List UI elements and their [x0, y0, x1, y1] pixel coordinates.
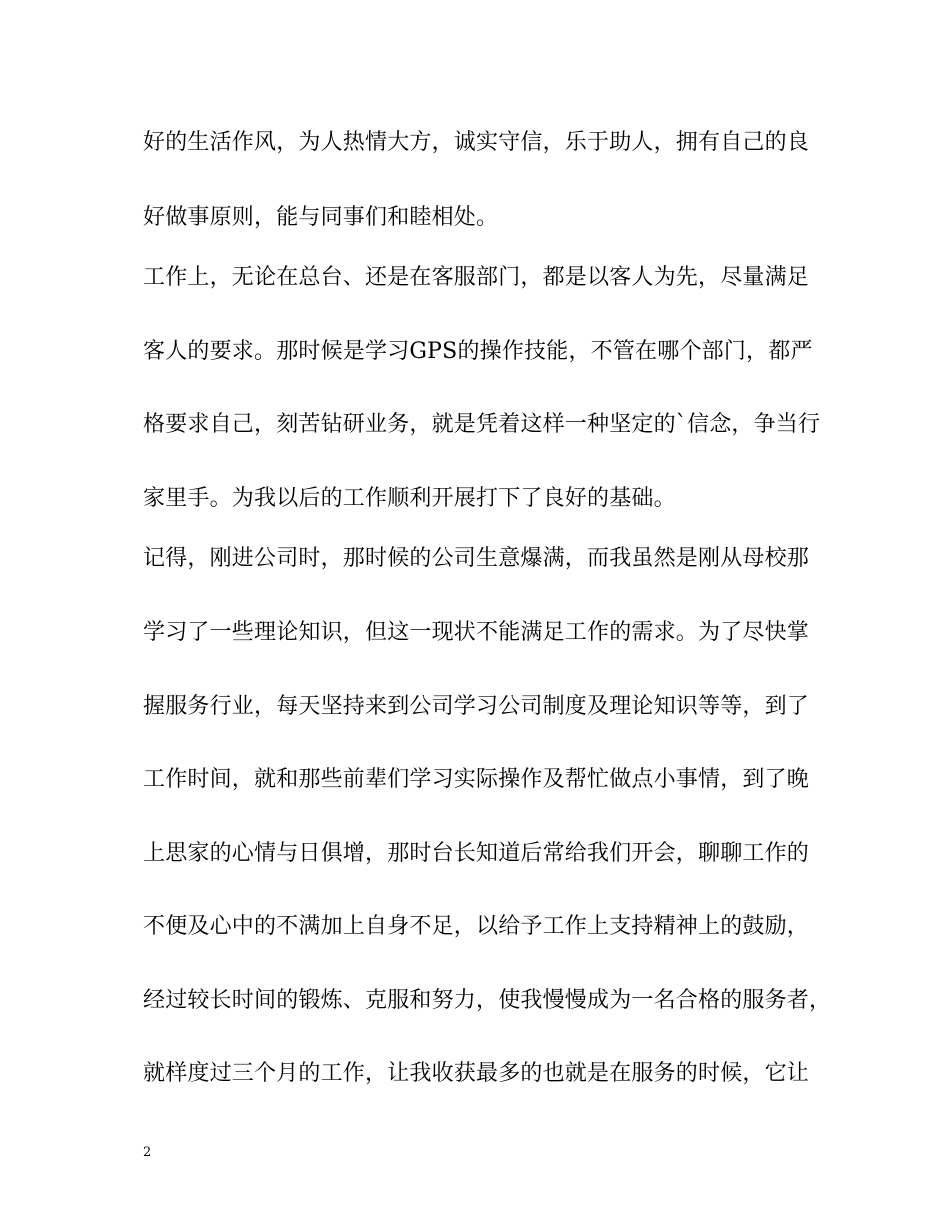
text-line: 工作时间，就和那些前辈们学习实际操作及帮忙做点小事情，到了晚: [143, 767, 810, 792]
text-line: 工作上，无论在总台、还是在客服部门，都是以客人为先，尽量满足: [143, 265, 810, 290]
text-line: 经过较长时间的锻炼、克服和努力，使我慢慢成为一名合格的服务者，: [143, 988, 832, 1013]
text-line: 好的生活作风，为人热情大方，诚实守信，乐于助人，拥有自己的良: [143, 130, 810, 155]
page-number: 2: [143, 1145, 152, 1160]
text-line: 客人的要求。那时候是学习GPS的操作技能，不管在哪个部门，都严: [143, 339, 813, 364]
text-line: 家里手。为我以后的工作顺利开展打下了良好的基础。: [143, 486, 676, 511]
text-line: 好做事原则，能与同事们和睦相处。: [143, 205, 499, 230]
text-line: 就样度过三个月的工作，让我收获最多的也就是在服务的时候，它让: [143, 1061, 810, 1086]
text-line: 握服务行业，每天坚持来到公司学习公司制度及理论知识等等，到了: [143, 694, 810, 719]
text-line: 上思家的心情与日俱增，那时台长知道后常给我们开会，聊聊工作的: [143, 841, 810, 866]
text-line: 学习了一些理论知识，但这一现状不能满足工作的需求。为了尽快掌: [143, 620, 810, 645]
text-line: 记得，刚进公司时，那时候的公司生意爆满，而我虽然是刚从母校那: [143, 546, 810, 571]
text-line: 不便及心中的不满加上自身不足，以给予工作上支持精神上的鼓励，: [143, 914, 810, 939]
text-line: 格要求自己，刻苦钻研业务，就是凭着这样一种坚定的`信念，争当行: [143, 412, 821, 437]
